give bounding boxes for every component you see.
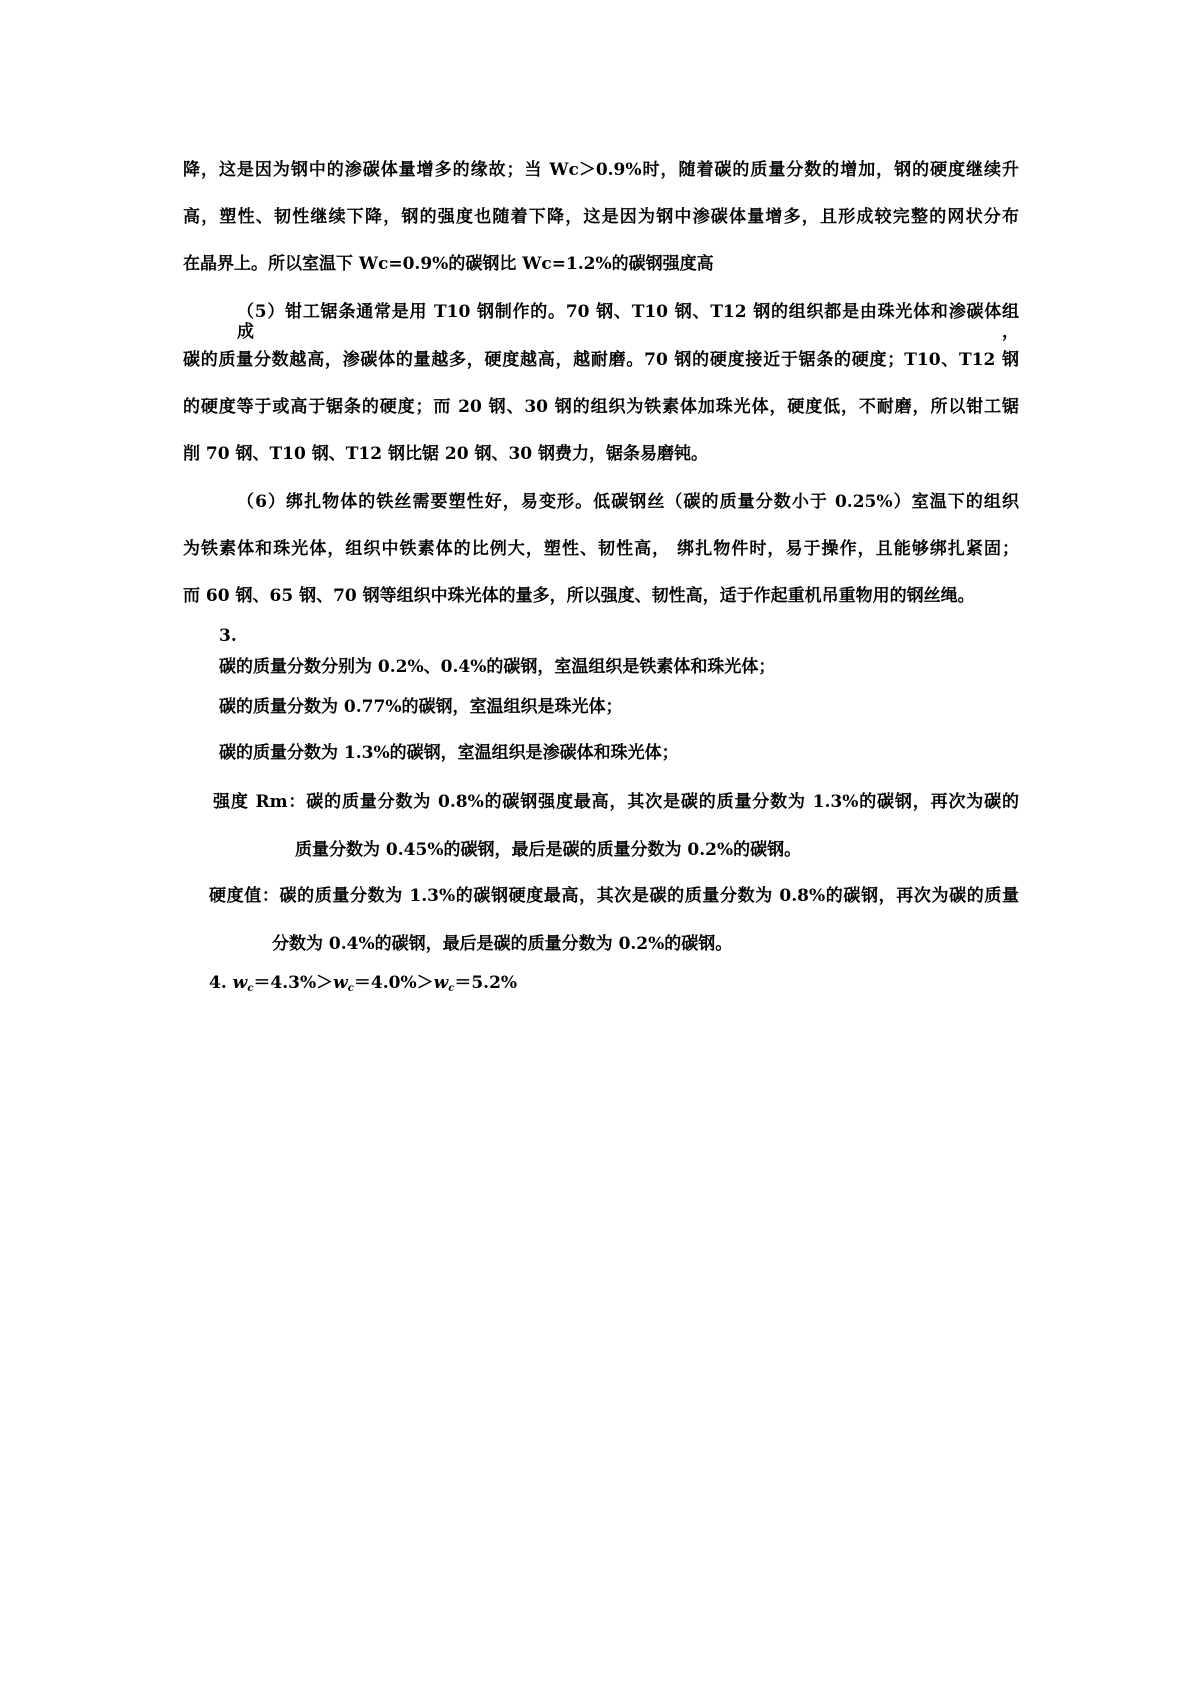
paragraph-line: 碳的质量分数越高，渗碳体的量越多，硬度越高，越耐磨。70 钢的硬度接近于锯条的硬度；T10、T12 钢 bbox=[183, 350, 1019, 370]
c-subscript: c bbox=[247, 983, 254, 994]
paragraph-line: 为铁素体和珠光体，组织中铁素体的比例大，塑性、韧性高， 绑扎物件时，易于操作，且能够绑扎紧固； bbox=[183, 539, 1019, 559]
question-number: 4. bbox=[209, 973, 233, 993]
w-symbol: w bbox=[232, 973, 248, 993]
w-symbol: w bbox=[333, 973, 348, 993]
paragraph-line: 而 60 钢、65 钢、70 钢等组织中珠光体的量多，所以强度、韧性高，适于作起重机吊重物用的钢丝绳。 bbox=[183, 586, 975, 606]
answer-line: 碳的质量分数分别为 0.2%、0.4%的碳钢，室温组织是铁素体和珠光体； bbox=[219, 657, 776, 677]
value-3: ＝5.2% bbox=[454, 973, 518, 993]
hardness-line: 分数为 0.4%的碳钢，最后是碳的质量分数为 0.2%的碳钢。 bbox=[272, 934, 733, 954]
c-subscript: c bbox=[448, 983, 455, 994]
strength-line: 强度 Rm：碳的质量分数为 0.8%的碳钢强度最高，其次是碳的质量分数为 1.3%的碳钢，再次为碳的 bbox=[213, 792, 1019, 812]
paragraph-line: 的硬度等于或高于锯条的硬度；而 20 钢、30 钢的组织为铁素体加珠光体，硬度低，不耐磨，所以钳工锯 bbox=[183, 397, 1019, 417]
value-2: ＝4.0%＞ bbox=[353, 973, 434, 993]
value-1: ＝4.3%＞ bbox=[253, 973, 334, 993]
answer-line: 碳的质量分数为 1.3%的碳钢，室温组织是渗碳体和珠光体； bbox=[219, 743, 679, 763]
c-subscript: c bbox=[347, 983, 354, 994]
hardness-line: 硬度值：碳的质量分数为 1.3%的碳钢硬度最高，其次是碳的质量分数为 0.8%的碳钢，再次为碳的质量 bbox=[209, 886, 1019, 906]
answer-line bbox=[209, 973, 517, 999]
strength-line: 质量分数为 0.45%的碳钢，最后是碳的质量分数为 0.2%的碳钢。 bbox=[295, 840, 802, 860]
paragraph-line: 降，这是因为钢中的渗碳体量增多的缘故；当 Wc＞0.9%时，随着碳的质量分数的增加，钢的硬度继续升 bbox=[183, 160, 1019, 180]
paragraph-line: 削 70 钢、T10 钢、T12 钢比锯 20 钢、30 钢费力，锯条易磨钝。 bbox=[183, 444, 709, 464]
paragraph-line: 在晶界上。所以室温下 Wc=0.9%的碳钢比 Wc=1.2%的碳钢强度高 bbox=[183, 254, 714, 274]
paragraph-line: （5）钳工锯条通常是用 T10 钢制作的。70 钢、T10 钢、T12 钢的组织都是由珠光体和渗碳体组成， bbox=[237, 302, 1019, 342]
w-symbol: w bbox=[433, 973, 449, 993]
paragraph-line: 高，塑性、韧性继续下降，钢的强度也随着下降，这是因为钢中渗碳体量增多，且形成较完整的网状分布 bbox=[183, 207, 1019, 227]
question-number: 3. bbox=[219, 626, 237, 646]
paragraph-line: （6）绑扎物体的铁丝需要塑性好，易变形。低碳钢丝（碳的质量分数小于 0.25%）室温下的组织 bbox=[237, 492, 1019, 512]
answer-line: 碳的质量分数为 0.77%的碳钢，室温组织是珠光体； bbox=[219, 697, 623, 717]
